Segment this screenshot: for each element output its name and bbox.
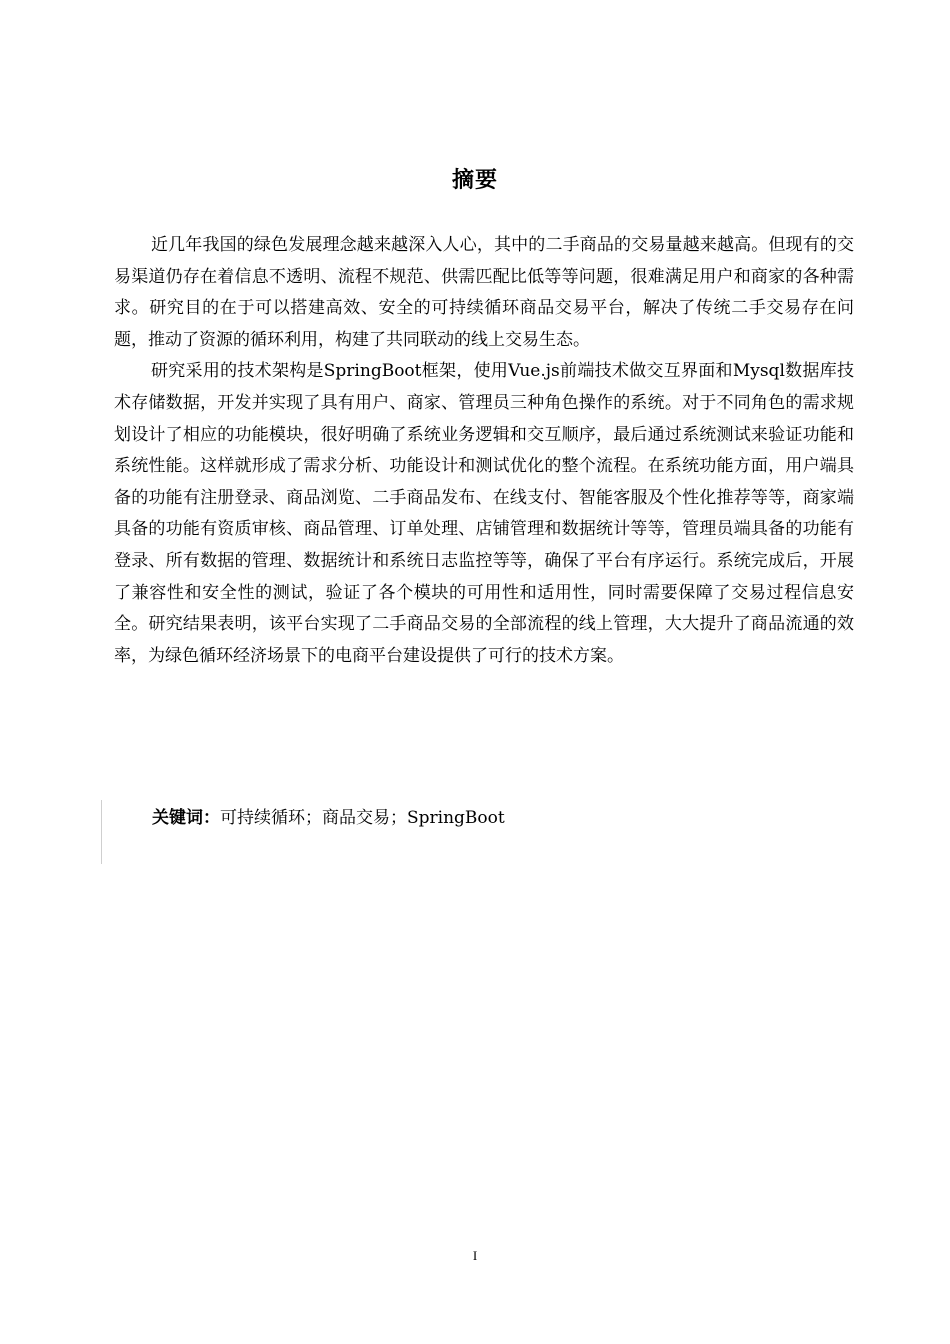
abstract-title: 摘要 xyxy=(451,168,498,193)
abstract-paragraph-2: 研究采用的技术架构是SpringBoot框架，使用Vue.js前端技术做交互界面和Mysql数据库技术存储数据，开发并实现了具有用户、商家、管理员三种角色操作的系统。对于不同角色的需求规划设计了相应的功能模块，很好明确了系统业务逻辑和交互顺序，最后通过系统测试来验证功能和系统性能。这样就形成了需求分析、功能设计和测试优化的整个流程。在系统功能方面，用户端具备的功能有注册登录、商品浏览、二手商品发布、在线支付、智能客服及个性化推荐等等，商家端具备的功能有资质审核、商品管理、订单处理、店铺管理和数据统计等等，管理员端具备的功能有登录、所有数据的管理、数据统计和系统日志监控等等，确保了平台有序运行。系统完成后，开展了兼容性和安全性的测试，验证了各个模块的可用性和适用性，同时需要保障了交易过程信息安全。研究结果表明，该平台实现了二手商品交易的全部流程的线上管理，大大提升了商品流通的效率，为绿色循环经济场景下的电商平台建设提供了可行的技术方案。 xyxy=(114,361,854,666)
abstract-paragraph-1: 近几年我国的绿色发展理念越来越深入人心，其中的二手商品的交易量越来越高。但现有的交易渠道仍存在着信息不透明、流程不规范、供需匹配比低等等问题，很难满足用户和商家的各种需求。研究目的在于可以搭建高效、安全的可持续循环商品交易平台，解决了传统二手交易存在问题，推动了资源的循环利用，构建了共同联动的线上交易生态。 xyxy=(114,235,854,350)
keywords-label: 关键词： xyxy=(152,808,220,828)
page-number: I xyxy=(472,1248,478,1263)
abstract-body xyxy=(114,230,854,672)
keywords-value: 可持续循环；商品交易；SpringBoot xyxy=(220,808,505,828)
keywords-line xyxy=(152,804,505,832)
keywords-block xyxy=(101,800,862,864)
